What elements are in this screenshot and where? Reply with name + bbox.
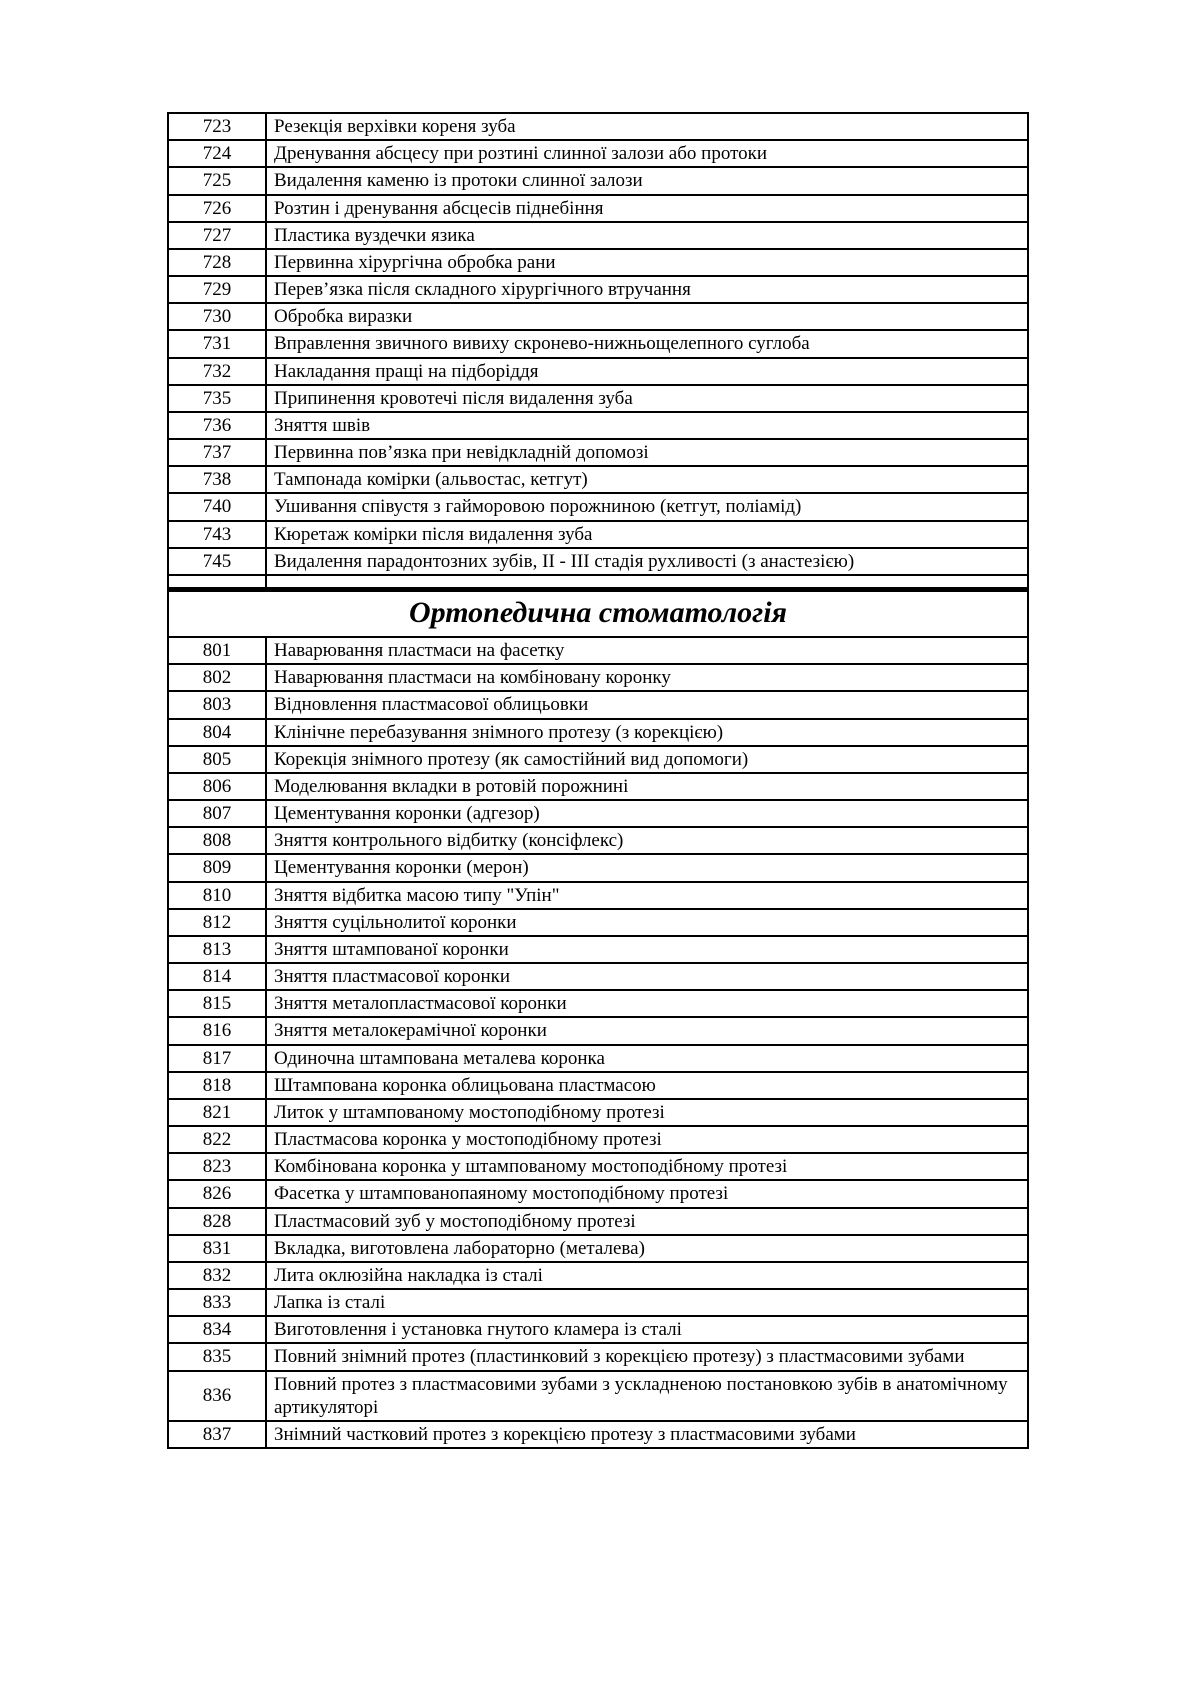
table-row	[168, 358, 1028, 385]
procedure-description: Зняття швів	[266, 412, 1028, 439]
procedure-description: Зняття металопластмасової коронки	[266, 990, 1028, 1017]
procedure-description: Зняття пластмасової коронки	[266, 963, 1028, 990]
procedure-code: 835	[168, 1343, 266, 1370]
table-row	[168, 1099, 1028, 1126]
surgical-procedures-section	[168, 113, 1028, 575]
procedure-code: 832	[168, 1262, 266, 1289]
procedure-code: 816	[168, 1017, 266, 1044]
procedure-code: 725	[168, 167, 266, 194]
procedure-description: Ушивання співустя з гайморовою порожниною (кетгут, поліамід)	[266, 493, 1028, 520]
table-row	[168, 773, 1028, 800]
procedure-code: 724	[168, 140, 266, 167]
procedure-code: 805	[168, 746, 266, 773]
procedure-description: Пластика вуздечки язика	[266, 222, 1028, 249]
procedure-description: Резекція верхівки кореня зуба	[266, 113, 1028, 140]
procedure-description: Фасетка у штампованопаяному мостоподібному протезі	[266, 1180, 1028, 1207]
procedure-code: 731	[168, 330, 266, 357]
procedure-code: 729	[168, 276, 266, 303]
procedure-description: Видалення парадонтозних зубів, II - III стадія рухливості (з анастезією)	[266, 548, 1028, 575]
procedure-code: 813	[168, 936, 266, 963]
procedure-description: Відновлення пластмасової облицьовки	[266, 691, 1028, 718]
procedure-code: 732	[168, 358, 266, 385]
procedure-description: Зняття контрольного відбитку (консіфлекс)	[266, 827, 1028, 854]
table-row	[168, 1126, 1028, 1153]
procedure-description: Корекція знімного протезу (як самостійний вид допомоги)	[266, 746, 1028, 773]
table-row	[168, 439, 1028, 466]
table-row	[168, 412, 1028, 439]
procedure-code: 831	[168, 1235, 266, 1262]
document-page	[167, 112, 1029, 1449]
procedure-description: Зняття металокерамічної коронки	[266, 1017, 1028, 1044]
procedure-description: Зняття штампованої коронки	[266, 936, 1028, 963]
procedure-code: 815	[168, 990, 266, 1017]
table-row	[168, 1371, 1028, 1421]
table-row	[168, 746, 1028, 773]
procedure-description: Вкладка, виготовлена лабораторно (металева)	[266, 1235, 1028, 1262]
procedure-code: 810	[168, 882, 266, 909]
table-row	[168, 854, 1028, 881]
table-row	[168, 1017, 1028, 1044]
procedure-description: Розтин і дренування абсцесів піднебіння	[266, 195, 1028, 222]
procedure-code: 834	[168, 1316, 266, 1343]
table-row	[168, 1208, 1028, 1235]
table-row	[168, 936, 1028, 963]
procedure-code: 735	[168, 385, 266, 412]
procedure-code: 807	[168, 800, 266, 827]
procedure-code: 738	[168, 466, 266, 493]
procedure-description: Зняття суцільнолитої коронки	[266, 909, 1028, 936]
table-row	[168, 303, 1028, 330]
procedure-code: 818	[168, 1072, 266, 1099]
procedure-description: Тампонада комірки (альвостас, кетгут)	[266, 466, 1028, 493]
table-row	[168, 882, 1028, 909]
table-row	[168, 800, 1028, 827]
procedure-code: 743	[168, 521, 266, 548]
procedure-description: Виготовлення і установка гнутого кламера із сталі	[266, 1316, 1028, 1343]
procedure-description: Литок у штампованому мостоподібному протезі	[266, 1099, 1028, 1126]
table-row	[168, 1343, 1028, 1370]
procedure-description: Первинна пов’язка при невідкладній допомозі	[266, 439, 1028, 466]
table-row	[168, 385, 1028, 412]
table-row	[168, 1262, 1028, 1289]
procedure-code: 803	[168, 691, 266, 718]
procedure-description: Лита оклюзійна накладка із сталі	[266, 1262, 1028, 1289]
table-row	[168, 493, 1028, 520]
procedure-code: 806	[168, 773, 266, 800]
table-row	[168, 1180, 1028, 1207]
spacer-row	[168, 575, 1028, 590]
table-row	[168, 1045, 1028, 1072]
table-row	[168, 222, 1028, 249]
table-row	[168, 990, 1028, 1017]
table-row	[168, 1421, 1028, 1448]
table-row	[168, 521, 1028, 548]
procedure-description: Комбінована коронка у штампованому мостоподібному протезі	[266, 1153, 1028, 1180]
procedure-code: 826	[168, 1180, 266, 1207]
procedure-code: 837	[168, 1421, 266, 1448]
procedure-description: Пластмасова коронка у мостоподібному протезі	[266, 1126, 1028, 1153]
table-row	[168, 466, 1028, 493]
orthopedic-procedures-section	[168, 637, 1028, 1448]
procedure-description: Перев’язка після складного хірургічного втручання	[266, 276, 1028, 303]
procedure-code: 833	[168, 1289, 266, 1316]
procedure-code: 727	[168, 222, 266, 249]
procedure-code: 730	[168, 303, 266, 330]
procedure-description: Наварювання пластмаси на фасетку	[266, 637, 1028, 664]
procedure-description: Повний протез з пластмасовими зубами з ускладненою постановкою зубів в анатомічному артикуляторі	[266, 1371, 1028, 1421]
table-row	[168, 664, 1028, 691]
procedure-code: 823	[168, 1153, 266, 1180]
procedure-description: Одиночна штампована металева коронка	[266, 1045, 1028, 1072]
procedure-description: Обробка виразки	[266, 303, 1028, 330]
table-row	[168, 167, 1028, 194]
table-row	[168, 1289, 1028, 1316]
procedure-code: 745	[168, 548, 266, 575]
procedure-description: Цементування коронки (адгезор)	[266, 800, 1028, 827]
table-row	[168, 909, 1028, 936]
procedure-description: Первинна хірургічна обробка рани	[266, 249, 1028, 276]
procedure-description: Кюретаж комірки після видалення зуба	[266, 521, 1028, 548]
procedure-description: Зняття відбитка масою типу "Упін"	[266, 882, 1028, 909]
procedure-code: 808	[168, 827, 266, 854]
table-row	[168, 195, 1028, 222]
procedure-code: 804	[168, 719, 266, 746]
spacer-desc-cell	[266, 575, 1028, 590]
table-row	[168, 330, 1028, 357]
table-row	[168, 637, 1028, 664]
table-row	[168, 719, 1028, 746]
section-title: Ортопедична стоматологія	[168, 590, 1028, 637]
procedure-code: 822	[168, 1126, 266, 1153]
procedure-code: 817	[168, 1045, 266, 1072]
table-row	[168, 276, 1028, 303]
table-row	[168, 113, 1028, 140]
table-row	[168, 548, 1028, 575]
procedure-code: 836	[168, 1371, 266, 1421]
section-divider	[168, 575, 1028, 637]
procedure-description: Лапка із сталі	[266, 1289, 1028, 1316]
table-row	[168, 249, 1028, 276]
procedure-description: Моделювання вкладки в ротовій порожнині	[266, 773, 1028, 800]
procedure-code: 740	[168, 493, 266, 520]
table-row	[168, 1153, 1028, 1180]
table-row	[168, 963, 1028, 990]
table-row	[168, 827, 1028, 854]
procedure-description: Наварювання пластмаси на комбіновану коронку	[266, 664, 1028, 691]
table-row	[168, 1316, 1028, 1343]
procedure-description: Пластмасовий зуб у мостоподібному протезі	[266, 1208, 1028, 1235]
procedure-description: Припинення кровотечі після видалення зуба	[266, 385, 1028, 412]
procedure-description: Клінічне перебазування знімного протезу (з корекцією)	[266, 719, 1028, 746]
procedure-code: 723	[168, 113, 266, 140]
procedure-code: 726	[168, 195, 266, 222]
procedure-description: Накладання пращі на підборіддя	[266, 358, 1028, 385]
procedure-code: 728	[168, 249, 266, 276]
procedure-code: 736	[168, 412, 266, 439]
procedure-description: Вправлення звичного вивиху скронево-нижньощелепного суглоба	[266, 330, 1028, 357]
procedures-table	[167, 112, 1029, 1449]
procedure-description: Штампована коронка облицьована пластмасою	[266, 1072, 1028, 1099]
procedure-description: Дренування абсцесу при розтині слинної залози або протоки	[266, 140, 1028, 167]
procedure-code: 809	[168, 854, 266, 881]
procedure-code: 812	[168, 909, 266, 936]
table-row	[168, 1072, 1028, 1099]
procedure-code: 801	[168, 637, 266, 664]
table-row	[168, 1235, 1028, 1262]
section-header-row	[168, 590, 1028, 637]
procedure-code: 828	[168, 1208, 266, 1235]
procedure-description: Повний знімний протез (пластинковий з корекцією протезу) з пластмасовими зубами	[266, 1343, 1028, 1370]
table-row	[168, 691, 1028, 718]
procedure-code: 737	[168, 439, 266, 466]
table-row	[168, 140, 1028, 167]
procedure-code: 814	[168, 963, 266, 990]
procedure-code: 821	[168, 1099, 266, 1126]
procedure-description: Знімний частковий протез з корекцією протезу з пластмасовими зубами	[266, 1421, 1028, 1448]
spacer-code-cell	[168, 575, 266, 590]
procedure-code: 802	[168, 664, 266, 691]
procedure-description: Видалення каменю із протоки слинної залози	[266, 167, 1028, 194]
procedure-description: Цементування коронки (мерон)	[266, 854, 1028, 881]
